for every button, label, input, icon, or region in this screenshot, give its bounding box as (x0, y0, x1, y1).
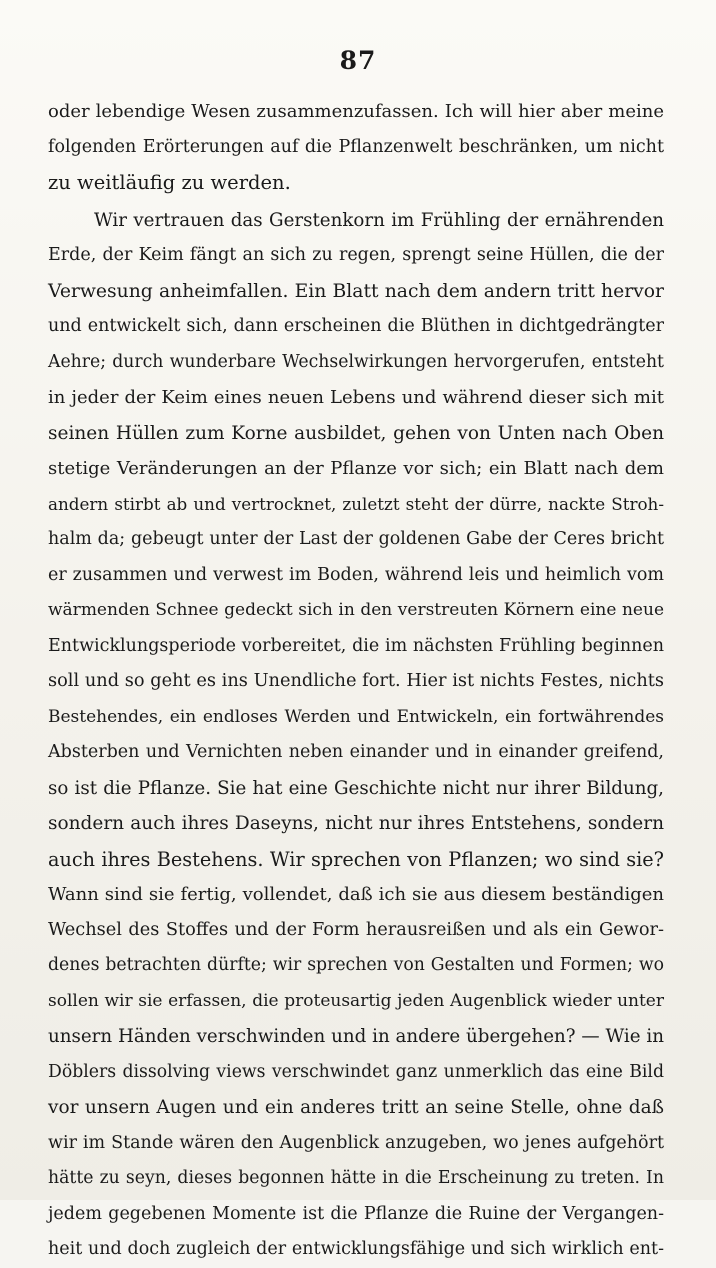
text-line: seinen Hüllen zum Korne ausbildet, gehen von Unten nach Oben (48, 422, 664, 444)
text-line: jedem gegebenen Momente ist die Pflanze die Ruine der Vergangen- (48, 1203, 664, 1224)
text-line: wärmenden Schnee gedeckt sich in den verstreuten Körnern eine neue (48, 600, 664, 620)
body-text (48, 94, 664, 1268)
text-line: zu weitläufig zu werden. (48, 171, 291, 194)
text-line: Erde, der Keim fängt an sich zu regen, sprengt seine Hüllen, die der (48, 245, 664, 265)
text-line: Absterben und Vernichten neben einander und in einander greifend, (48, 742, 664, 762)
text-line: andern stirbt ab und vertrocknet, zuletzt steht der dürre, nackte Stroh- (48, 493, 664, 514)
paragraph-first-line: Wir vertrauen das Gerstenkorn im Frühling der ernährenden (94, 209, 664, 231)
text-line: Wechsel des Stoffes und der Form herausreißen und als ein Gewor- (48, 919, 664, 940)
text-line: Verwesung anheimfallen. Ein Blatt nach dem andern tritt hervor (48, 280, 664, 302)
text-line: Wann sind sie fertig, vollendet, daß ich sie aus diesem beständigen (48, 884, 664, 905)
text-line: halm da; gebeugt unter der Last der goldenen Gabe der Ceres bricht (48, 529, 664, 549)
text-line: sollen wir sie erfassen, die proteusartig jeden Augenblick wieder unter (48, 990, 664, 1011)
text-line: vor unsern Augen und ein anderes tritt an seine Stelle, ohne daß (48, 1097, 664, 1118)
text-line: und entwickelt sich, dann erscheinen die Blüthen in dichtgedrängter (48, 316, 664, 336)
text-line: Entwicklungsperiode vorbereitet, die im nächsten Frühling beginnen (48, 635, 664, 656)
text-line: heit und doch zugleich der entwicklungsfähige und sich wirklich ent- (48, 1239, 664, 1259)
text-line: Bestehendes, ein endloses Werden und Entwickeln, ein fortwährendes (48, 706, 664, 727)
text-line: Aehre; durch wunderbare Wechselwirkungen hervorgerufen, entsteht (48, 351, 664, 372)
text-line: hätte zu seyn, dieses begonnen hätte in die Erscheinung zu treten. In (48, 1168, 664, 1188)
text-line: so ist die Pflanze. Sie hat eine Geschichte nicht nur ihrer Bildung, (48, 777, 664, 799)
text-line: wir im Stande wären den Augenblick anzugeben, wo jenes aufgehört (48, 1132, 664, 1153)
text-line: soll und so geht es ins Unendliche fort. Hier ist nichts Festes, nichts (48, 671, 664, 691)
page-number: 87 (339, 46, 377, 75)
text-line: Döblers dissolving views verschwindet ganz unmerklich das eine Bild (48, 1061, 664, 1082)
text-line: denes betrachten dürfte; wir sprechen von Gestalten und Formen; wo (48, 955, 664, 975)
text-line: oder lebendige Wesen zusammenzufassen. Ich will hier aber meine (48, 101, 664, 122)
text-line: auch ihres Bestehens. Wir sprechen von Pflanzen; wo sind sie? (48, 847, 664, 871)
text-line: in jeder der Keim eines neuen Lebens und während dieser sich mit (48, 387, 664, 408)
text-line: sondern auch ihres Daseyns, nicht nur ihres Entstehens, sondern (48, 813, 664, 834)
text-line: stetige Veränderungen an der Pflanze vor sich; ein Blatt nach dem (48, 458, 664, 479)
text-line: unsern Händen verschwinden und in andere übergehen? — Wie in (48, 1026, 664, 1047)
text-line: folgenden Erörterungen auf die Pflanzenwelt beschränken, um nicht (48, 136, 664, 157)
text-line: er zusammen und verwest im Boden, während leis und heimlich vom (48, 564, 664, 585)
